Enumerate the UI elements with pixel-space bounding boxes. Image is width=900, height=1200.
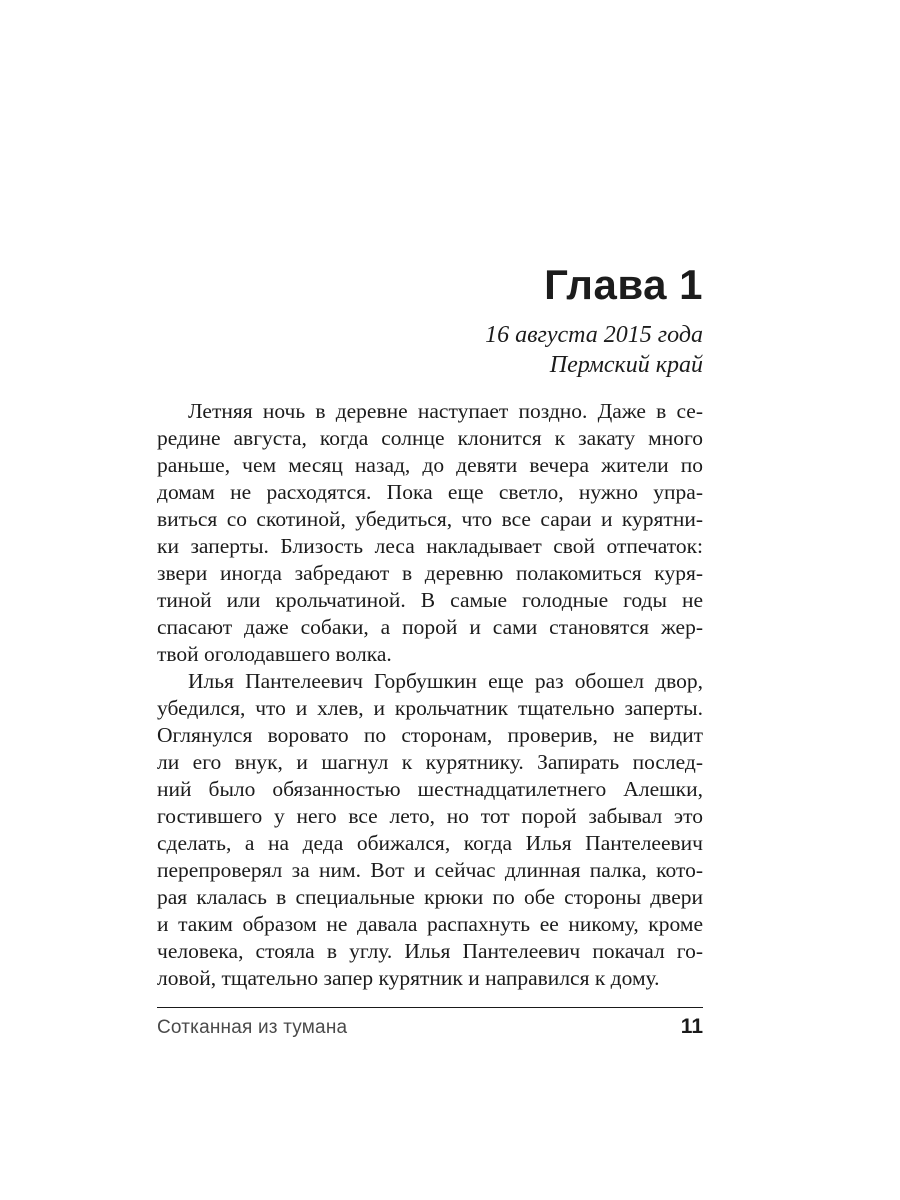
text-line: ки заперты. Близость леса накладывает свой отпечаток:	[157, 534, 703, 558]
dateline-place: Пермский край	[549, 352, 703, 378]
text-line: перепроверял за ним. Вот и сейчас длинная палка, кото-	[157, 858, 703, 882]
dateline-date: 16 августа 2015 года	[485, 322, 703, 348]
text-line: виться со скотиной, убедиться, что все сараи и курятни-	[157, 507, 703, 531]
text-line: звери иногда забредают в деревню полакомиться куря-	[157, 561, 703, 585]
text-line: ловой, тщательно запер курятник и направился к дому.	[157, 966, 660, 990]
text-line: раньше, чем месяц назад, до девяти вечера жители по	[157, 453, 703, 477]
text-line: рая клалась в специальные крюки по обе стороны двери	[157, 885, 703, 909]
text-line: убедился, что и хлев, и крольчатник тщательно заперты.	[157, 696, 703, 720]
running-book-title: Сотканная из тумана	[157, 1017, 348, 1038]
chapter-title: Глава 1	[544, 261, 703, 308]
text-line: Летняя ночь в деревне наступает поздно. Даже в се-	[188, 399, 703, 423]
text-line: домам не расходятся. Пока еще светло, нужно упра-	[157, 480, 703, 504]
body-text	[157, 398, 703, 992]
text-line: редине августа, когда солнце клонится к закату много	[157, 426, 703, 450]
text-line: гостившего у него все лето, но тот порой забывал это	[157, 804, 703, 828]
text-line: сделать, а на деда обижался, когда Илья Пантелеевич	[157, 831, 703, 855]
text-line: твой оголодавшего волка.	[157, 642, 392, 666]
text-line: Оглянулся воровато по сторонам, проверив, не видит	[157, 723, 703, 747]
text-line: спасают даже собаки, а порой и сами становятся жер-	[157, 615, 703, 639]
text-line: ли его внук, и шагнул к курятнику. Запирать послед-	[157, 750, 703, 774]
page-content	[157, 0, 703, 992]
text-line: и таким образом не давала распахнуть ее никому, кроме	[157, 912, 703, 936]
text-line: Илья Пантелеевич Горбушкин еще раз обошел двор,	[188, 669, 703, 693]
page-number: 11	[680, 1015, 703, 1038]
paragraph	[157, 398, 703, 668]
dateline	[157, 320, 703, 380]
paragraph	[157, 668, 703, 992]
text-line: человека, стояла в углу. Илья Пантелеевич покачал го-	[157, 939, 703, 963]
text-line: ний было обязанностью шестнадцатилетнего Алешки,	[157, 777, 703, 801]
text-line: тиной или крольчатиной. В самые голодные годы не	[157, 588, 703, 612]
page-footer	[157, 1007, 703, 1039]
